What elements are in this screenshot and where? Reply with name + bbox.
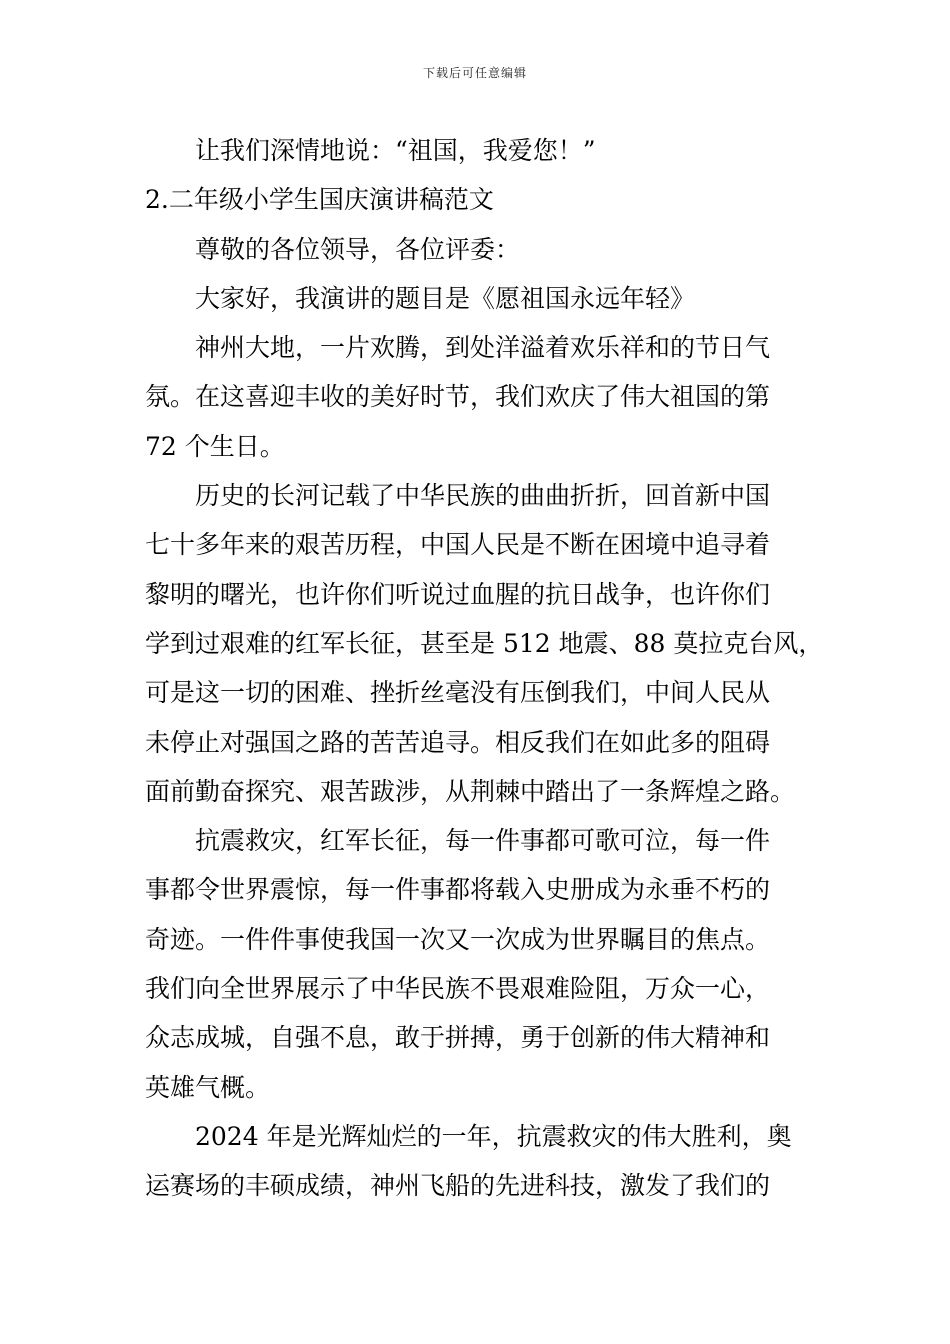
text-line: 氛。在这喜迎丰收的美好时节，我们欢庆了伟大祖国的第 <box>145 382 771 412</box>
text-line: 大家好，我演讲的题目是《愿祖国永远年轻》 <box>195 283 696 313</box>
text-line: 72 个生日。 <box>145 431 285 461</box>
text-line: 可是这一切的困难、挫折丝毫没有压倒我们，中间人民从 <box>145 678 771 708</box>
text-line: 2024 年是光辉灿烂的一年，抗震救灾的伟大胜利，奥 <box>195 1121 792 1151</box>
text-line: 尊敬的各位领导，各位评委： <box>195 234 521 264</box>
text-line: 让我们深情地说：“祖国，我爱您！” <box>195 136 596 165</box>
text-line: 学到过艰难的红军长征，甚至是 512 地震、88 莫拉克台风， <box>145 628 824 658</box>
text-line: 奇迹。一件件事使我国一次又一次成为世界瞩目的焦点。 <box>145 924 771 954</box>
text-line: 面前勤奋探究、艰苦跋涉，从荆棘中踏出了一条辉煌之路。 <box>145 776 796 806</box>
text-line: 英雄气概。 <box>145 1072 271 1102</box>
text-line: 神州大地，一片欢腾，到处洋溢着欢乐祥和的节日气 <box>195 333 771 363</box>
text-line: 七十多年来的艰苦历程，中国人民是不断在困境中追寻着 <box>145 530 771 560</box>
text-line: 运赛场的丰硕成绩，神州飞船的先进科技，激发了我们的 <box>145 1171 771 1201</box>
section-heading: 2.二年级小学生国庆演讲稿范文 <box>145 185 494 215</box>
document-body <box>145 126 824 1211</box>
text-line: 抗震救灾，红军长征，每一件事都可歌可泣，每一件 <box>195 826 771 856</box>
page-header: 下载后可任意编辑 <box>422 66 527 80</box>
text-line: 未停止对强国之路的苦苦追寻。相反我们在如此多的阻碍 <box>145 727 771 757</box>
text-line: 我们向全世界展示了中华民族不畏艰难险阻，万众一心， <box>145 974 771 1004</box>
text-line: 众志成城，自强不息，敢于拼搏，勇于创新的伟大精神和 <box>145 1023 771 1053</box>
text-line: 黎明的曙光，也许你们听说过血腥的抗日战争，也许你们 <box>145 579 771 609</box>
text-line: 事都令世界震惊，每一件事都将载入史册成为永垂不朽的 <box>145 875 771 905</box>
text-line: 历史的长河记载了中华民族的曲曲折折，回首新中国 <box>195 481 771 511</box>
